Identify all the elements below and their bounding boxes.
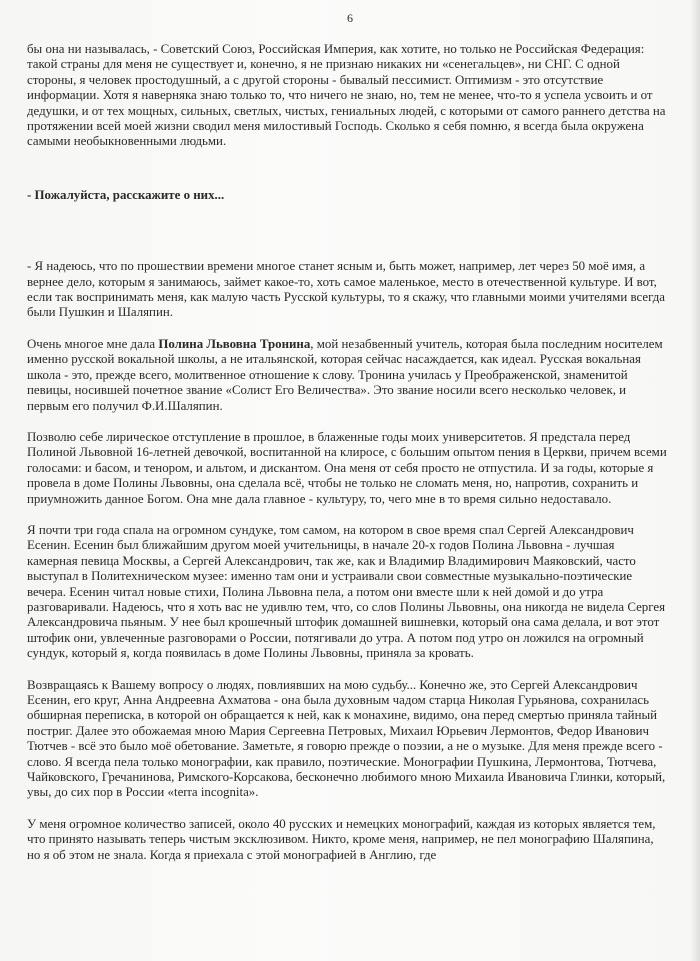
page-number: 6 <box>347 11 353 25</box>
paragraph-6: Возвращаясь к Вашему вопросу о людях, повлиявших на мою судьбу... Конечно же, это Сергей Александрович Есенин, его круг, Анна Андреевна Ахматова - она была духовным чадом старца Николая Гурьянова, сохранилась обширная переписка, в которой он обращается к ней, как к монахине, видимо, она перед смертью приняла тайный постриг. Далее это обожаемая мною Мария Сергеевна Петровых, Михаил Юрьевич Лермонтов, Федор Иванович Тютчев - всё это было моё обетование. Заметьте, я говорю прежде о поэзии, а не о музыке. Для меня прежде всего - слово. Я всегда пела только монографии, как правило, поэтические. Монографии Пушкина, Лермонтова, Тютчева, Чайковского, Гречанинова, Римского-Корсакова, бесконечно любимого мною Михаила Ивановича Глинки, который, увы, до сих пор в России «terra incognita». <box>27 677 666 800</box>
interview-question: - Пожалуйста, расскажите о них... <box>27 187 225 202</box>
paragraph-3-start: Очень многое мне дала <box>27 336 159 351</box>
paragraph-5: Я почти три года спала на огромном сундуке, том самом, на котором в свое время спал Сергей Александрович Есенин. Есенин был ближайшим другом моей учительницы, в начале 20-х годов Полина Львовна - лучшая камерная певица Москвы, а Сергей Александрович, так же, как и Владимир Владимирович Маяковский, часто выступал в Политехническом музее: именно там они и устраивали свои совместные музыкально-поэтические вечера. Есенин читал новые стихи, Полина Львовна пела, а потом они вместе шли к ней домой и до утра разговаривали. Надеюсь, что я хоть вас не удивлю тем, что, со слов Полины Львовны, она никогда не видела Сергея Александровича пьяным. У нее был крошечный штофик домашней вишневки, который она сама делала, и вот этот штофик они, увлеченные разговорами о России, потягивали до утра. А потом под утро он ложился на огромный сундук, который я, когда появилась в доме Полины Львовны, приняла за кровать. <box>27 522 666 661</box>
paragraph-7: У меня огромное количество записей, около 40 русских и немецких монографий, каждая из которых является тем, что принято называть теперь чистым эксклюзивом. Никто, кроме меня, например, не пел монографию Шаляпина, но я об этом не знала. Когда я приехала с этой монографией в Англию, где <box>27 816 656 862</box>
paragraph-2: - Я надеюсь, что по прошествии времени многое станет ясным и, быть может, например, лет через 50 моё имя, а вернее дело, которым я занимаюсь, займет какое-то, хоть самое маленькое, место в отечественной культуре. И вот, если так воспринимать меня, как малую часть Русской культуры, то я скажу, что главными моими учителями всегда были Пушкин и Шаляпин. <box>27 259 665 320</box>
paragraph-1: бы она ни называлась, - Советский Союз, Российская Империя, как хотите, но только не Российская Федерация: такой страны для меня не существует и, конечно, я не признаю никаких ни «сенегальцев», ни СНГ. С одной стороны, я человек простодушный, а с другой стороны - бывалый пессимист. Оптимизм - это отсутствие информации. Хотя я наверняка знаю только то, что ничего не знаю, но, тем не менее, что-то я успела усвоить и от дедушки, и от тех мощных, сильных, светлых, чистых, гениальных людей, с которыми от самого раннего детства на протяжении всей моей жизни сводил меня милостивый Господь. Сколько я себя помню, я всегда была окружена самыми необыкновенными людьми. <box>27 42 666 149</box>
paragraph-3-rest: , мой незабвенный учитель, которая была последним носителем именно русской вокальной школы, а не итальянской, которая сейчас насаждается, как идеал. Русская вокальная школа - это, прежде всего, молитвенное отношение к слову. Тронина училась у Преображенской, знаменитой певицы, носившей почетное звание «Солист Его Величества». Это звание носили всего несколько человек, и первым его получил Ф.И.Шаляпин. <box>27 336 663 413</box>
paragraph-3 <box>27 337 667 414</box>
paragraph-4: Позволю себе лирическое отступление в прошлое, в блаженные годы моих университетов. Я предстала перед Полиной Львовной 16-летней девочкой, воспитанной на клиросе, с большим опытом пения в Церкви, причем всеми голосами: и басом, и тенором, и альтом, и дискантом. Она меня от себя просто не отпустила. И за годы, которые я провела в доме Полины Львовны, она сделала всё, чтобы не только не сломать меня, но, напротив, сохранить и приумножить данное Богом. Она мне дала главное - культуру, то, чего мне в то время сильно недоставало. <box>27 429 667 506</box>
document-body <box>27 42 667 863</box>
teacher-name: Полина Львовна Тронина <box>158 336 311 351</box>
page-edge-shadow <box>690 0 700 961</box>
